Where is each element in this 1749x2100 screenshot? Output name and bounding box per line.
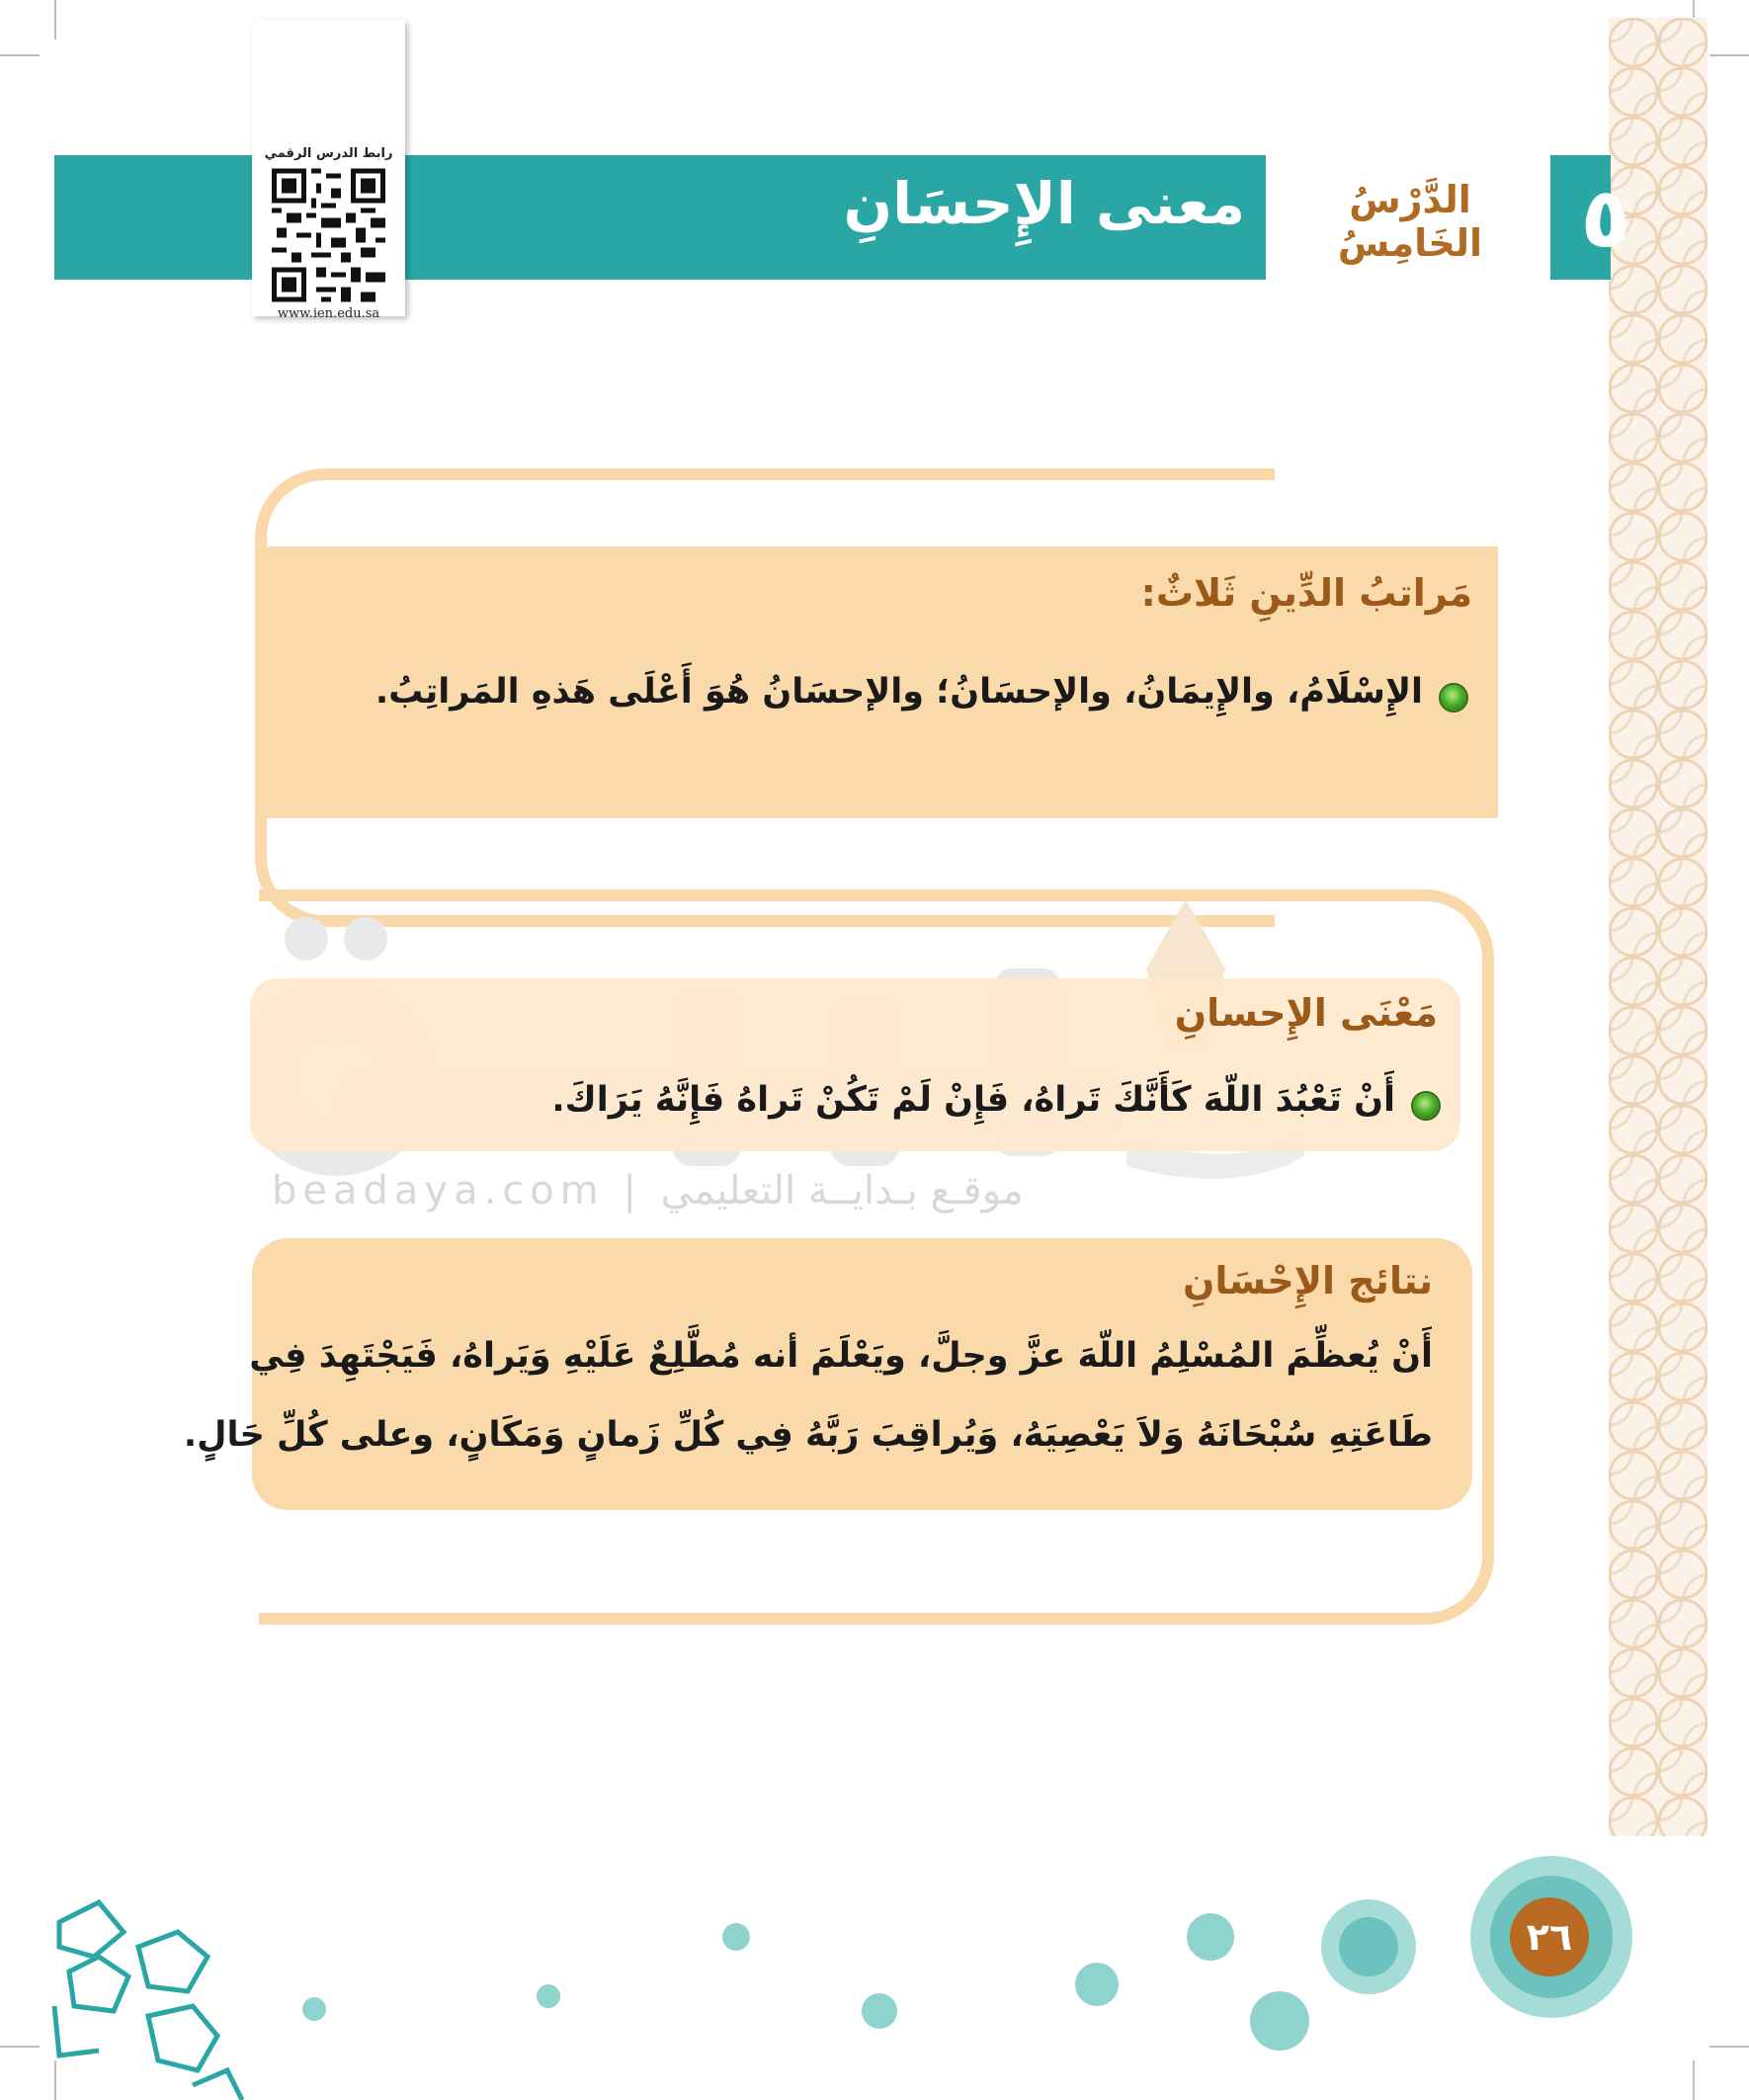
page-number: ٢٦ — [1510, 1897, 1589, 1976]
watermark-caption: beadaya.com | موقـع بـدايــة التعليمي — [272, 1168, 1024, 1214]
side-ornament-pattern — [1609, 18, 1707, 1836]
lesson-number: ٥ — [1580, 169, 1631, 266]
section3-heading: نتائج الإِحْسَانِ — [1182, 1259, 1433, 1302]
qr-caption: رابط الدرس الرقمي — [264, 146, 393, 161]
qr-card[interactable] — [252, 20, 405, 321]
section3-line1: أَنْ يُعظِّمَ المُسْلِمُ اللّهَ عزَّ وجلَّ، ويَعْلَمَ أنه مُطَّلِعٌ عَلَيْهِ وَيَراهُ، فَيَجْتَهِدَ فِي — [249, 1336, 1433, 1376]
bullet-icon — [1413, 1093, 1439, 1119]
section3-line2: طَاعَتِهِ سُبْحَانَهُ وَلاَ يَعْصِيَهُ، وَيُراقِبَ رَبَّهُ فِي كُلِّ زَمانٍ وَمَكَانٍ، وعلى كُلِّ حَالٍ. — [183, 1415, 1433, 1455]
crop-mark — [0, 54, 40, 56]
section2-bullet-text: أَنْ تَعْبُدَ اللّهَ كَأَنَّكَ تَراهُ، فَإِنْ لَمْ تَكُنْ تَراهُ فَإِنَّهُ يَرَاكَ. — [551, 1080, 1395, 1120]
qr-code-icon[interactable] — [272, 168, 385, 302]
section1-bullet-text: الإِسْلَامُ، والإِيمَانُ، والإحسَانُ؛ والإحسَانُ هُوَ أَعْلَى هَذهِ المَراتِبُ. — [375, 672, 1423, 712]
section2-heading: مَعْنَى الإِحسانِ — [1174, 991, 1438, 1035]
section1-heading: مَراتبُ الدِّينِ ثَلاثٌ: — [1140, 571, 1472, 615]
qr-url[interactable]: www.ien.edu.sa — [277, 306, 380, 321]
rosette-dots — [302, 1856, 1632, 2051]
lesson-label: الدَّرْسُ الخَامِسُ — [1337, 178, 1483, 265]
crop-mark — [1709, 54, 1749, 56]
footer-ornaments — [0, 1808, 1749, 2100]
lesson-title: معنى الإِحسَانِ — [843, 170, 1245, 237]
bullet-icon — [1441, 685, 1466, 711]
crop-mark — [54, 0, 56, 40]
